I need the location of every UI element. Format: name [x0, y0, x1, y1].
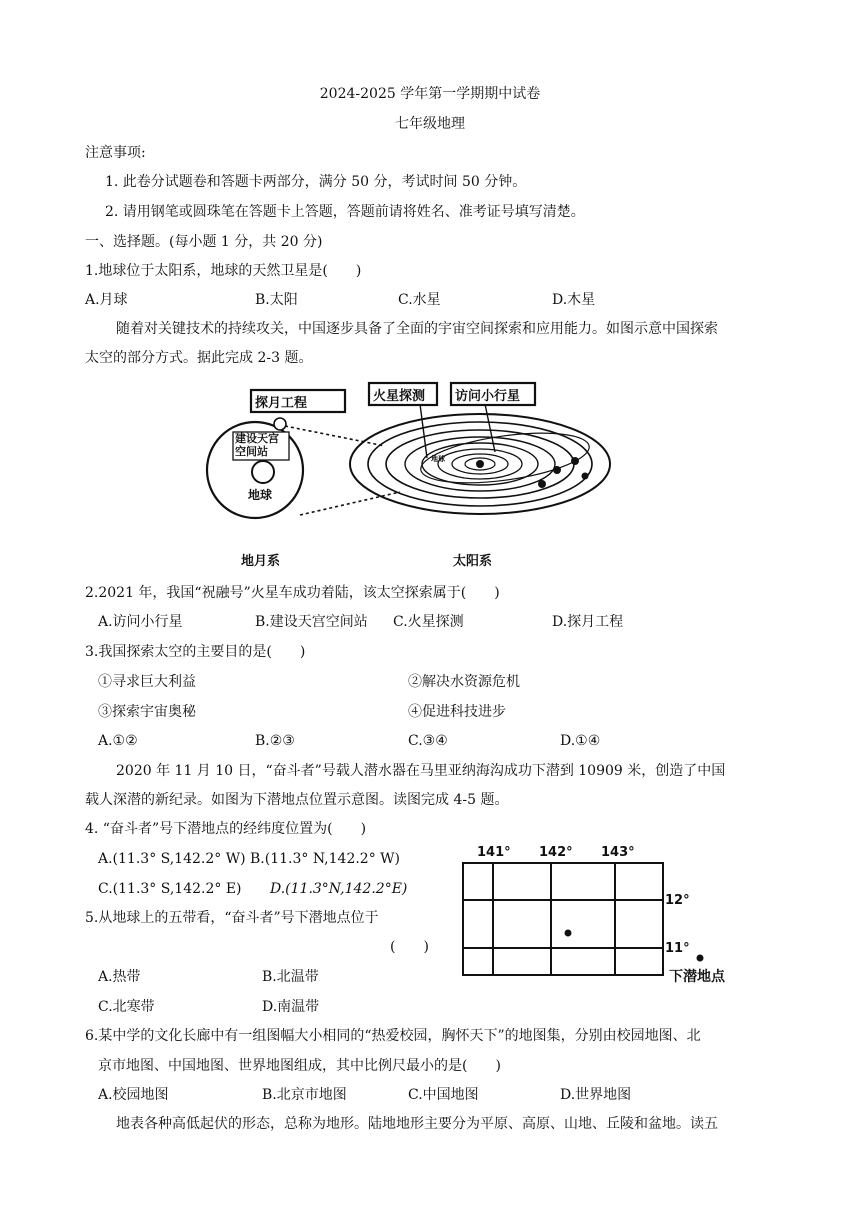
legend-point-marker [697, 955, 704, 962]
label-earth: 地球 [248, 488, 273, 502]
option: D.①④ [560, 733, 601, 749]
label-mars-probe: 火星探测 [373, 389, 426, 404]
figure-dive-location-map [455, 845, 745, 985]
lon-label: 143° [601, 845, 635, 860]
passage-line: 随着对关键技术的持续攻关，中国逐步具备了全面的宇宙空间探索和应用能力。如图示意中国探索 [116, 321, 718, 337]
label-moon-project: 探月工程 [255, 396, 308, 411]
question-stem: 1.地球位于太阳系，地球的天然卫星是( ) [85, 263, 362, 279]
lon-label: 142° [539, 845, 573, 860]
caption-solar-system: 太阳系 [453, 554, 493, 569]
notice-item: 2. 请用钢笔或圆珠笔在答题卡上答题，答题前请将姓名、准考证号填写清楚。 [105, 204, 585, 220]
passage-line: 地表各种高低起伏的形态，总称为地形。陆地地形主要分为平原、高原、山地、丘陵和盆地。读五 [116, 1116, 718, 1132]
option: C.火星探测 [393, 614, 464, 630]
option: B.北京市地图 [262, 1087, 347, 1103]
question-stem-cont: 京市地图、中国地图、世界地图组成，其中比例尺最小的是( ) [98, 1058, 501, 1074]
option: D.世界地图 [560, 1087, 632, 1103]
option: B.太阳 [255, 292, 298, 308]
option: A.访问小行星 [98, 614, 183, 630]
option: A.(11.3° S,142.2° W) [98, 851, 246, 867]
option: A.月球 [85, 292, 128, 308]
notice-item: 1. 此卷分试题卷和答题卡两部分，满分 50 分，考试时间 50 分钟。 [105, 174, 527, 190]
option: D.(11.3°N,142.2°E) [270, 881, 408, 897]
question-stem: 5.从地球上的五带看，“奋斗者”号下潜地点位于 [85, 910, 379, 926]
option: A.①② [98, 733, 138, 749]
option: C.水星 [398, 292, 441, 308]
passage-line: 太空的部分方式。据此完成 2-3 题。 [85, 350, 313, 366]
option: C.(11.3° S,142.2° E) [98, 881, 242, 897]
option: C.北寒带 [98, 999, 155, 1015]
option: B.②③ [255, 733, 295, 749]
question-stem: 3.我国探索太空的主要目的是( ) [85, 644, 306, 660]
lat-label: 12° [665, 893, 690, 908]
caption-earth-moon-system: 地月系 [241, 554, 281, 569]
question-stem: 2.2021 年，我国“祝融号”火星车成功着陆，该太空探索属于( ) [85, 585, 500, 601]
figure-space-exploration [195, 380, 625, 570]
legend-dive-site: 下潜地点 [669, 969, 725, 985]
lat-lon-grid [455, 845, 745, 985]
choice: ④促进科技进步 [408, 704, 506, 720]
option: A.热带 [98, 969, 141, 985]
passage-line: 载人深潜的新纪录。如图为下潜地点位置示意图。读图完成 4-5 题。 [85, 792, 509, 808]
notice-heading: 注意事项: [85, 145, 146, 161]
answer-paren: ( ) [390, 939, 429, 955]
exam-subtitle: 七年级地理 [395, 116, 465, 132]
option: D.木星 [552, 292, 596, 308]
option: D.探月工程 [552, 614, 624, 630]
label-earth-orbit: 地球 [431, 455, 445, 463]
passage-line: 2020 年 11 月 10 日，“奋斗者”号载人潜水器在马里亚纳海沟成功下潜到 10909 米，创造了中国 [116, 763, 726, 779]
question-stem: 6.某中学的文化长廊中有一组图幅大小相同的“热爱校园，胸怀天下”的地图集，分别由校园地图、北 [85, 1028, 701, 1044]
option: C.中国地图 [408, 1087, 479, 1103]
choice: ②解决水资源危机 [408, 674, 520, 690]
option: B.北温带 [262, 969, 319, 985]
choice: ③探索宇宙奥秘 [98, 704, 196, 720]
label-space-station-line2: 空间站 [235, 445, 268, 458]
option: D.南温带 [262, 999, 320, 1015]
choice: ①寻求巨大利益 [98, 674, 196, 690]
option: B.(11.3° N,142.2° W) [250, 851, 401, 867]
label-space-station-line1: 建设天宫 [235, 432, 279, 445]
section-heading: 一、选择题。(每小题 1 分，共 20 分) [85, 234, 323, 250]
option: A.校园地图 [98, 1087, 169, 1103]
lat-label: 11° [665, 941, 690, 956]
option: B.建设天宫空间站 [255, 614, 368, 630]
exam-title: 2024-2025 学年第一学期期中试卷 [319, 86, 541, 102]
option: C.③④ [408, 733, 448, 749]
question-stem: 4. “奋斗者”号下潜地点的经纬度位置为( ) [85, 821, 367, 837]
lon-label: 141° [477, 845, 511, 860]
label-asteroid-visit: 访问小行星 [455, 389, 521, 404]
dive-point-marker [565, 930, 572, 937]
